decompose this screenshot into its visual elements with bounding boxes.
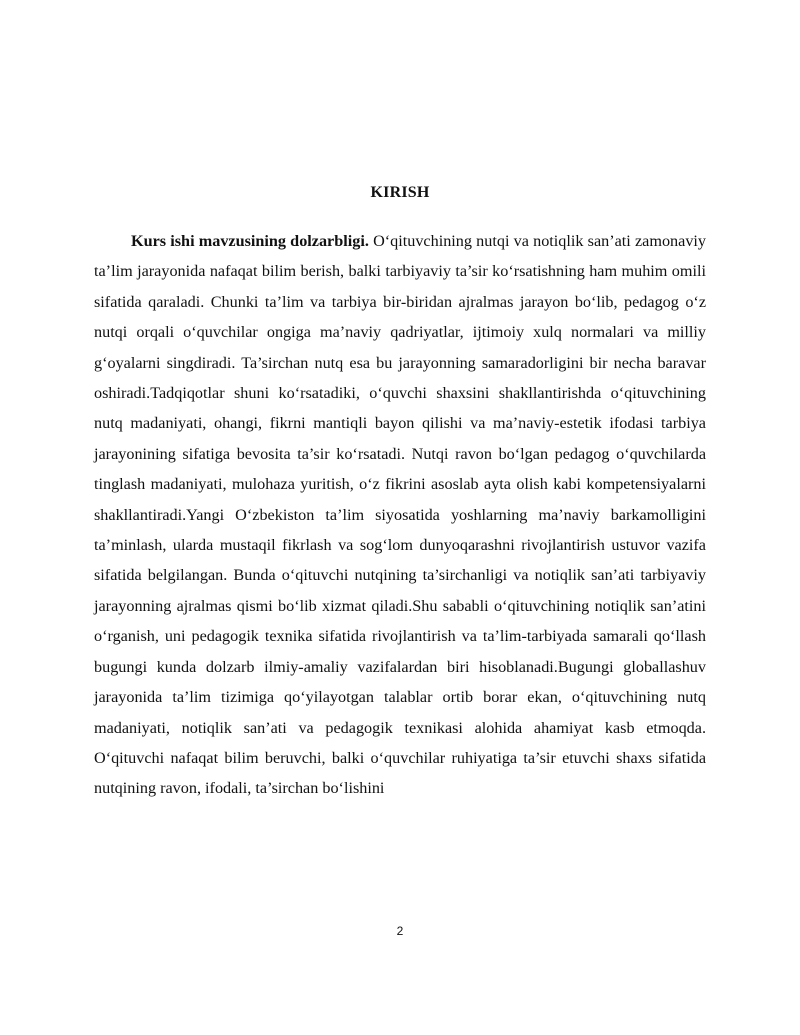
paragraph-lead: Kurs ishi mavzusining dolzarbligi. [131, 232, 369, 250]
page-number: 2 [396, 924, 404, 938]
paragraph-text: O‘qituvchining nutqi va notiqlik san’ati zamonaviy ta’lim jarayonida nafaqat bilim berish, balki tarbiyaviy ta’sir ko‘rsatishning ham muhim omili sifatida qaraladi. Chunki ta’lim va tarbiya bir-biridan ajralmas jarayon bo‘lib, pedagog o‘z nutqi orqali o‘quvchilar ongiga ma’naviy qadriyatlar, ijtimoiy xulq normalari va milliy g‘oyalarni singdiradi. Ta’sirchan nutq esa bu jarayonning samaradorligini bir necha baravar oshiradi.Tadqiqotlar shuni ko‘rsatadiki, o‘quvchi shaxsini shakllantirishda o‘qituvchining nutq madaniyati, ohangi, fikrni mantiqli bayon qilishi va ma’naviy-estetik ifodasi tarbiya jarayonining sifatiga bevosita ta’sir ko‘rsatadi. Nutqi ravon bo‘lgan pedagog o‘quvchilarda tinglash madaniyati, mulohaza yuritish, o‘z fikrini asoslab ayta olish kabi kompetensiyalarni shakllantiradi.Yangi O‘zbekiston ta’lim siyosatida yoshlarning ma’naviy barkamolligini ta’minlash, ularda mustaqil fikrlash va sog‘lom dunyoqarashni rivojlantirish ustuvor vazifa sifatida belgilangan. Bunda o‘qituvchi nutqining ta’sirchanligi va notiqlik san’ati tarbiyaviy jarayonning ajralmas qismi bo‘lib xizmat qiladi.Shu sababli o‘qituvchining notiqlik san’atini o‘rganish, uni pedagogik texnika sifatida rivojlantirish va ta’lim-tarbiyada samarali qo‘llash bugungi kunda dolzarb ilmiy-amaliy vazifalardan biri hisoblanadi.Bugungi globallashuv jarayonida ta’lim tizimiga qo‘yilayotgan talablar ortib borar ekan, o‘qituvchining nutq madaniyati, notiqlik san’ati va pedagogik texnikasi alohida ahamiyat kasb etmoqda. O‘qituvchi nafaqat bilim beruvchi, balki o‘quvchilar ruhiyatiga ta’sir etuvchi shaxs sifatida nutqining ravon, ifodali, ta’sirchan bo‘lishini [94, 232, 707, 798]
section-heading: KIRISH [370, 184, 430, 201]
body-paragraph [94, 226, 706, 804]
